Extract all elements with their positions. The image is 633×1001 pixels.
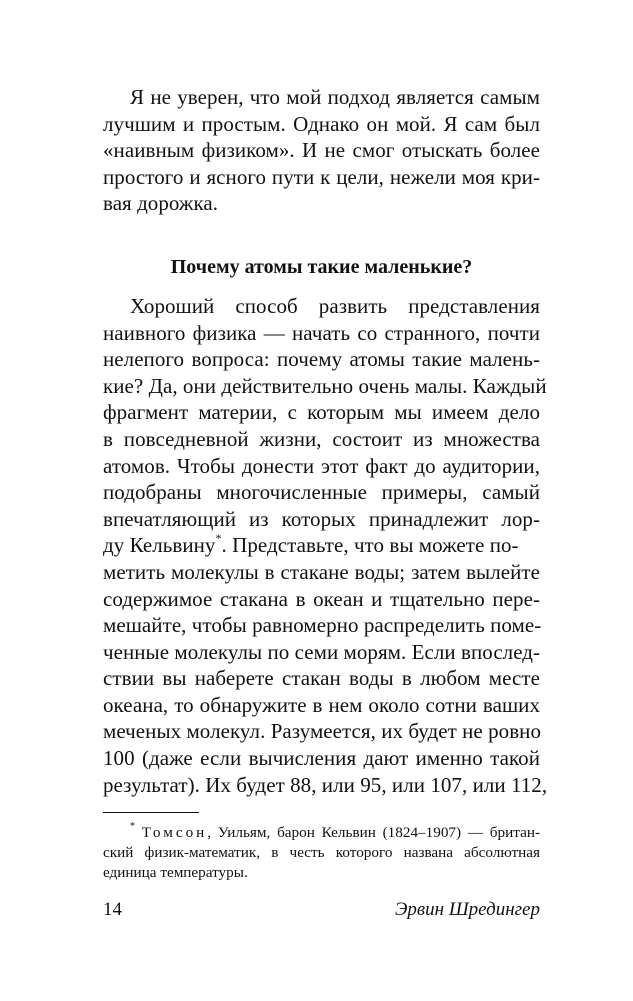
section-heading: Почему атомы такие маленькие? [170,255,473,278]
text-line: мешайте, чтобы равномерно распределить поме- [103,613,542,638]
text-line-with-footnote [103,532,540,559]
text-line: в повседневной жизни, состоит из множества [103,426,540,451]
book-page [103,84,548,964]
text-line: меченых молекул. Разумеется, их будет не ровно [103,719,542,744]
text-line: Хороший способ развить представления [130,293,540,318]
paragraph-main [103,293,548,798]
text-line: 100 (даже если вычисления дают именно такой [103,746,540,771]
paragraph-intro [103,84,540,217]
text-line: кие? Да, они действительно очень малы. Каждый [103,373,547,398]
footnote-divider [103,812,199,813]
text-line: Я не уверен, что мой подход является самым [130,85,540,109]
footnote-line [103,823,540,843]
text-line: метить молекулы в стакане воды; затем вылейте [103,559,540,584]
text-line: ченные молекулы по семи морям. Если впослед- [103,639,541,664]
text-fragment: . Представьте, что вы можете по- [221,533,519,558]
running-title: Эрвин Шредингер [394,899,540,920]
footnote-line: единица температуры. [103,864,248,882]
text-line: нелепого вопроса: почему атомы такие малень- [103,347,540,372]
text-line: атомов. Чтобы донести этот факт до аудитории, [103,453,540,478]
text-line: наивного физика — начать со странного, почти [103,320,540,345]
text-line: фрагмент материи, с которым мы имеем дело [103,400,540,425]
footnote-marker: * [130,821,135,833]
text-line: вая дорожка. [103,191,219,216]
text-line: подобраны многочисленные примеры, самый [103,480,540,505]
text-line: «наивным физиком». И не смог отыскать более [103,138,540,163]
footnote-marker: * [215,531,222,546]
footnote-text: , Уильям, барон Кельвин (1824–1907) — британ- [207,824,541,842]
text-line: простого и ясного пути к цели, нежели моя кри- [103,164,540,189]
text-line: океана, то обнаружите в нем около сотни ваших [103,692,540,717]
text-fragment: ду Кельвину [103,533,216,558]
text-line: впечатляющий из которых принадлежит лор- [103,506,540,531]
footnote-name: Томсон [141,824,208,842]
text-line: результат). Их будет 88, или 95, или 107, или 112, [103,772,548,797]
text-line: лучшим и простым. Однако он мой. Я сам был [103,111,540,136]
page-footer [103,897,540,923]
page-number: 14 [103,899,122,920]
footnote [103,823,540,883]
text-line: ствии вы наберете стакан воды в любом месте [103,666,540,691]
text-line: содержимое стакана в океан и тщательно пере- [103,586,540,611]
footnote-line: ский физик-математик, в честь которого названа абсолютная [103,844,540,862]
